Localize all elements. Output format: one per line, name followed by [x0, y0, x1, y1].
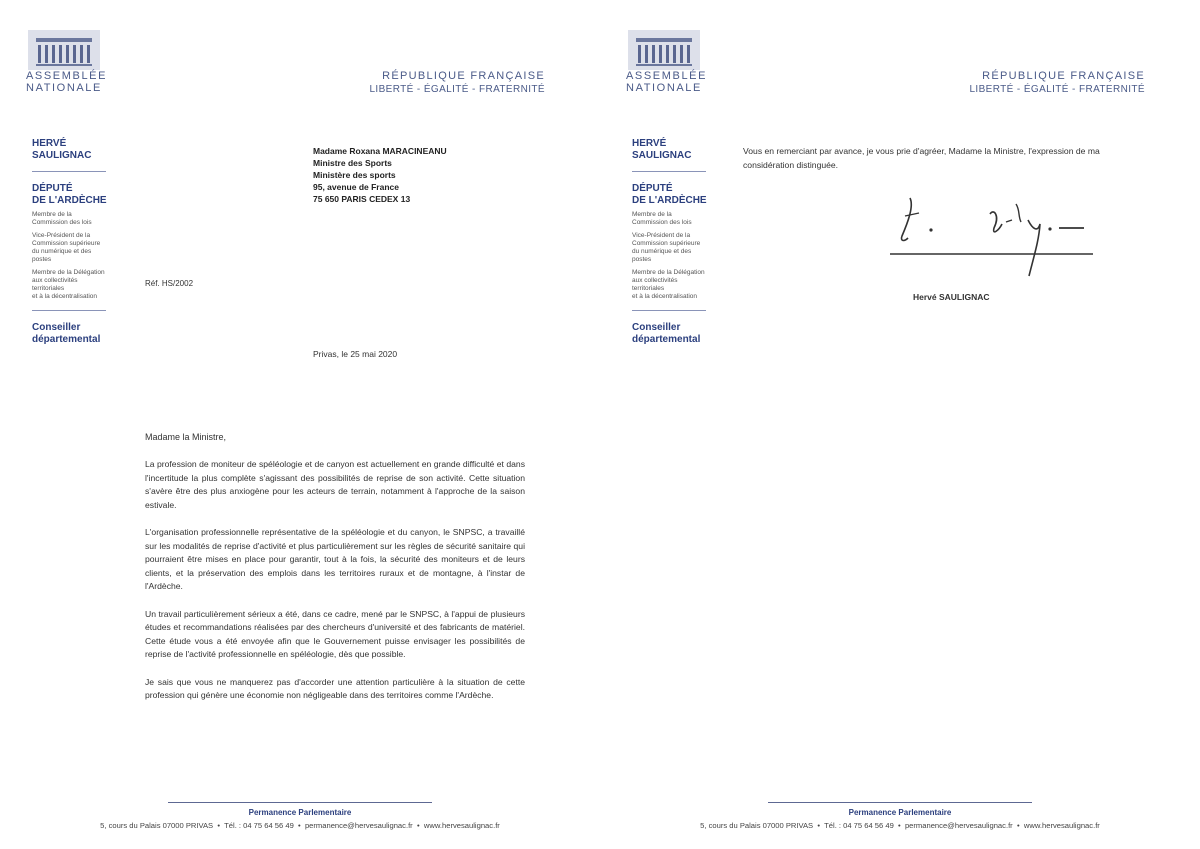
note-line: Vice-Président de la [32, 232, 91, 239]
assemblee-nationale-logo [26, 30, 108, 94]
footer-separator: • [1016, 821, 1020, 830]
sidebar-note-commission-lois [32, 211, 110, 227]
sidebar-divider [632, 171, 706, 172]
note-line: Membre de la Délégation [632, 269, 705, 276]
footer-phone: Tél. : 04 75 64 56 49 [224, 821, 294, 830]
logo-text-line2: NATIONALE [26, 82, 102, 94]
note-line: Commission des lois [632, 219, 692, 226]
body-paragraph: Je sais que vous ne manquerez pas d'accorder une attention particulière à la situation de cette profession qui génère une économie non négligeable dans des territoires comme l'Ardèche. [145, 676, 525, 700]
sidebar-note-commission-lois [632, 211, 710, 227]
note-line: du numérique et des postes [32, 248, 92, 263]
republic-title: RÉPUBLIQUE FRANÇAISE [382, 70, 545, 82]
footer-title: Permanence Parlementaire [848, 808, 952, 817]
logo-text-line2: NATIONALE [626, 82, 702, 94]
footer-contact [0, 820, 600, 831]
footer-separator: • [898, 821, 901, 830]
body-paragraph: L'organisation professionnelle représentative de la spéléologie et du canyon, le SNPSC, a travaillé sur les modalités de reprise d'activité et plus particulièrement sur les règles de sécurité sanitaire qui pourraient être mises en place pour garantir, tout à la fois, la sécurité des moniteurs et de leurs clients, et la préservation des emplois dans les territoires ruraux et de montagne, à l'instar de l'Ardèche. [145, 527, 525, 591]
note-line: et à la décentralisation [632, 293, 698, 300]
deputy-name-last: SAULIGNAC [32, 150, 92, 161]
body-paragraph: Un travail particulièrement sérieux a été, dans ce cadre, mené par le SNPSC, à l'appui de plusieurs études et recommandations réalisées par des chercheurs d'université et des fabricants de matériel. Cette étude vous a été envoyée afin que le Gouvernement puisse envisager les possibilités de reprise de l'activité professionnelle en spéléologie, dès que possible. [145, 608, 525, 659]
footer-address: 5, cours du Palais 07000 PRIVAS [100, 821, 214, 830]
sidebar-note-vice-president [32, 232, 110, 264]
page-footer [600, 802, 1200, 831]
sidebar-note-delegation [632, 269, 710, 301]
sidebar-divider [32, 310, 106, 311]
note-line: Commission des lois [32, 219, 92, 226]
recipient-street: 95, avenue de France [313, 182, 399, 192]
recipient-ministry: Ministère des sports [313, 170, 396, 180]
note-line: Commission supérieure [32, 240, 101, 247]
deputy-name-first: HERVÉ [32, 138, 67, 149]
footer-separator: • [217, 821, 221, 830]
republic-motto: LIBERTÉ - ÉGALITÉ - FRATERNITÉ [369, 84, 545, 95]
footer-title: Permanence Parlementaire [248, 808, 352, 817]
note-line: et à la décentralisation [32, 293, 98, 300]
footer-email-link[interactable]: permanence@hervesaulignac.fr [904, 821, 1013, 830]
body-paragraph: La profession de moniteur de spéléologie et de canyon est actuellement en grande difficulté et dans l'incertitude la plus complète s'agissant des possibilités de reprise de son activité. Cette situation s'avère être des plus anxiogène pour les acteurs de terrain, notamment à l'approche de la saison estivale. [145, 459, 525, 510]
letter-salutation: Madame la Ministre, [145, 432, 227, 442]
signer-name: Hervé SAULIGNAC [913, 292, 990, 302]
republic-title: RÉPUBLIQUE FRANÇAISE [982, 70, 1145, 82]
council-title-line1: Conseiller [32, 322, 81, 333]
deputy-title-line1: DÉPUTÉ [632, 183, 673, 194]
recipient-address [313, 145, 447, 205]
recipient-role: Ministre des Sports [313, 158, 392, 168]
letter-page-2 [600, 0, 1200, 849]
republic-header [369, 70, 545, 96]
sidebar [32, 138, 110, 346]
hemicycle-icon [628, 30, 700, 70]
footer-divider [168, 802, 432, 803]
note-line: Membre de la [632, 211, 672, 218]
note-line: du numérique et des postes [632, 248, 692, 263]
deputy-title-line1: DÉPUTÉ [32, 183, 73, 194]
assemblee-nationale-logo [626, 30, 708, 94]
hemicycle-icon [28, 30, 100, 70]
sidebar-note-vice-president [632, 232, 710, 264]
footer-separator: • [817, 821, 821, 830]
page-footer [0, 802, 600, 831]
handwritten-signature [888, 186, 1093, 286]
deputy-name-last: SAULIGNAC [632, 150, 692, 161]
logo-text-line1: ASSEMBLÉE [26, 70, 108, 82]
sidebar-divider [32, 171, 106, 172]
council-title-line1: Conseiller [632, 322, 681, 333]
deputy-title-line2: DE L'ARDÈCHE [632, 195, 707, 206]
deputy-name-first: HERVÉ [632, 138, 667, 149]
note-line: Membre de la [32, 211, 72, 218]
sidebar [632, 138, 710, 346]
note-line: Commission supérieure [632, 240, 701, 247]
sidebar-divider [632, 310, 706, 311]
note-line: Vice-Président de la [632, 232, 691, 239]
footer-contact [600, 820, 1200, 831]
footer-phone: Tél. : 04 75 64 56 49 [824, 821, 894, 830]
footer-website-link[interactable]: www.hervesaulignac.fr [423, 821, 500, 830]
sidebar-note-delegation [32, 269, 110, 301]
footer-website-link[interactable]: www.hervesaulignac.fr [1023, 821, 1100, 830]
council-title-line2: départemental [32, 334, 101, 345]
footer-separator: • [298, 821, 301, 830]
footer-separator: • [416, 821, 420, 830]
letter-closing: Vous en remerciant par avance, je vous prie d'agréer, Madame la Ministre, l'expression de ma considération distinguée. [743, 146, 1100, 170]
republic-header [969, 70, 1145, 96]
logo-text-line1: ASSEMBLÉE [626, 70, 708, 82]
letter-body [145, 458, 525, 717]
footer-email-link[interactable]: permanence@hervesaulignac.fr [304, 821, 413, 830]
recipient-city: 75 650 PARIS CEDEX 13 [313, 194, 411, 204]
republic-motto: LIBERTÉ - ÉGALITÉ - FRATERNITÉ [969, 84, 1145, 95]
note-line: Membre de la Délégation [32, 269, 105, 276]
recipient-name: Madame Roxana MARACINEANU [313, 146, 447, 156]
deputy-title-line2: DE L'ARDÈCHE [32, 195, 107, 206]
letter-dateline: Privas, le 25 mai 2020 [313, 349, 398, 359]
footer-address: 5, cours du Palais 07000 PRIVAS [700, 821, 814, 830]
note-line: aux collectivités territoriales [632, 277, 678, 292]
council-title-line2: départemental [632, 334, 701, 345]
letter-reference: Réf. HS/2002 [145, 279, 194, 288]
note-line: aux collectivités territoriales [32, 277, 78, 292]
footer-divider [768, 802, 1032, 803]
